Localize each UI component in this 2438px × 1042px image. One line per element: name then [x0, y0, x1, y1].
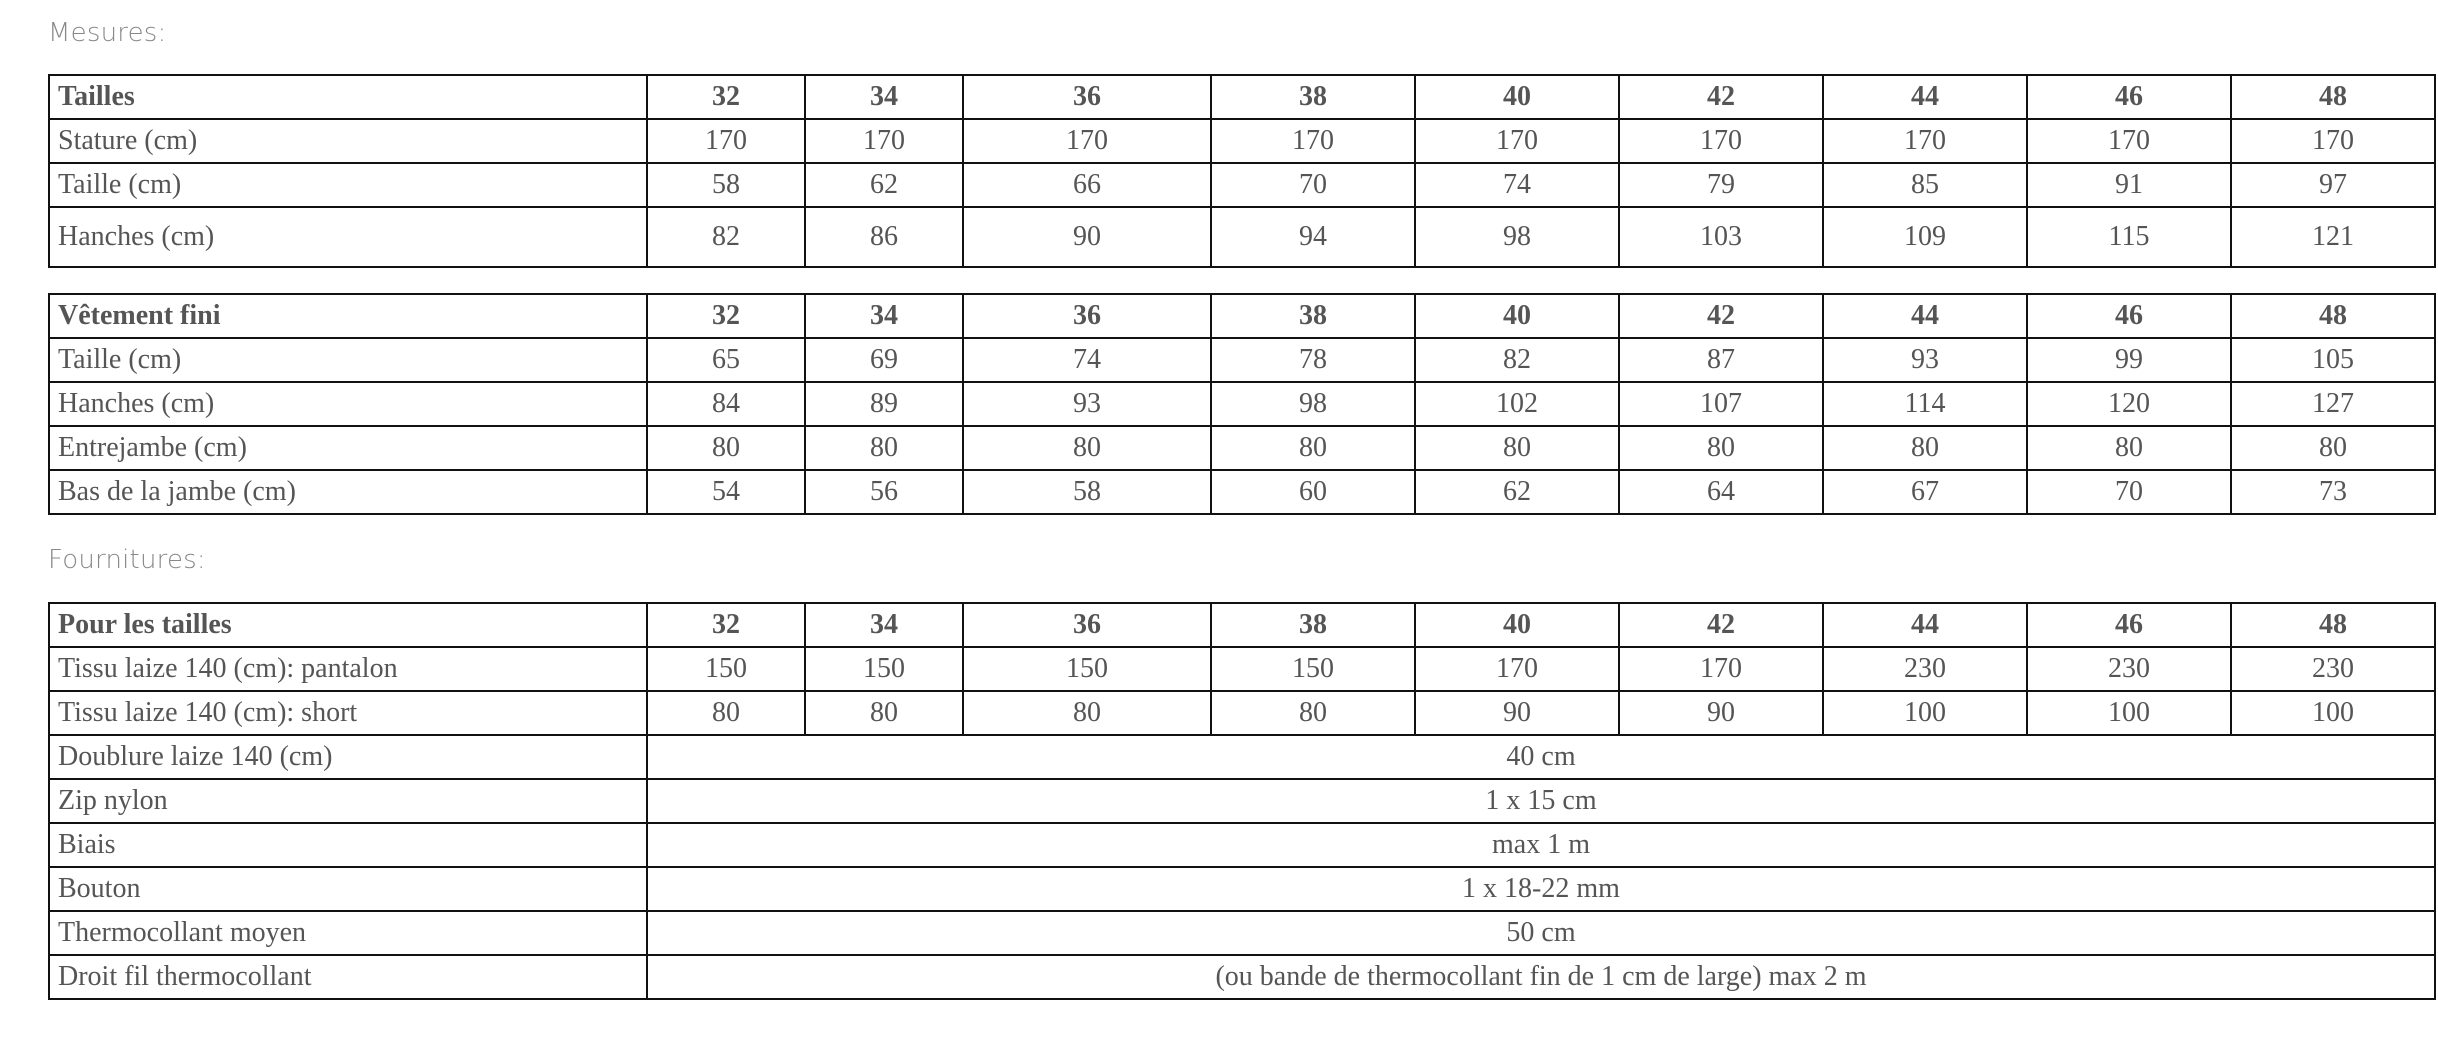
row-label-cell: Taille (cm)	[49, 163, 647, 207]
table-row	[49, 691, 2435, 735]
value-cell: 99	[2027, 338, 2231, 382]
value-cell: 86	[805, 207, 963, 267]
row-label-cell: Biais	[49, 823, 647, 867]
value-cell: 150	[963, 647, 1211, 691]
row-label-cell: Droit fil thermocollant	[49, 955, 647, 999]
size-header-cell: 38	[1211, 75, 1415, 119]
size-header-cell: 42	[1619, 75, 1823, 119]
value-cell: 80	[2027, 426, 2231, 470]
value-cell: 114	[1823, 382, 2027, 426]
size-header-cell: 46	[2027, 75, 2231, 119]
section-label-mesures: Mesures:	[48, 18, 167, 48]
value-cell: 127	[2231, 382, 2435, 426]
value-cell: 170	[805, 119, 963, 163]
value-cell: 170	[2231, 119, 2435, 163]
value-cell: 69	[805, 338, 963, 382]
table-row-merged	[49, 735, 2435, 779]
table-row	[49, 382, 2435, 426]
table-vetement-fini	[48, 293, 2436, 515]
value-cell: 80	[1211, 426, 1415, 470]
value-cell: 170	[1823, 119, 2027, 163]
table-row-merged	[49, 823, 2435, 867]
size-header-cell: 44	[1823, 603, 2027, 647]
table-row-merged	[49, 955, 2435, 999]
value-cell: 93	[963, 382, 1211, 426]
row-label-cell: Hanches (cm)	[49, 382, 647, 426]
value-cell: 170	[1415, 647, 1619, 691]
value-cell: 73	[2231, 470, 2435, 514]
value-cell: 89	[805, 382, 963, 426]
value-cell: 78	[1211, 338, 1415, 382]
value-cell: 170	[2027, 119, 2231, 163]
size-header-cell: 46	[2027, 603, 2231, 647]
value-cell: 62	[1415, 470, 1619, 514]
value-cell: 230	[2231, 647, 2435, 691]
size-header-cell: 38	[1211, 603, 1415, 647]
size-header-cell: 36	[963, 294, 1211, 338]
table-row-merged	[49, 911, 2435, 955]
size-header-cell: 34	[805, 603, 963, 647]
size-header-cell: 34	[805, 75, 963, 119]
value-cell: 170	[1619, 119, 1823, 163]
size-header-cell: 44	[1823, 75, 2027, 119]
header-row	[49, 75, 2435, 119]
value-cell: 80	[647, 691, 805, 735]
value-cell: (ou bande de thermocollant fin de 1 cm de large) max 2 m	[647, 955, 2435, 999]
table-row	[49, 338, 2435, 382]
value-cell: 58	[647, 163, 805, 207]
row-label-cell: Bas de la jambe (cm)	[49, 470, 647, 514]
row-label-cell: Bouton	[49, 867, 647, 911]
value-cell: 90	[1415, 691, 1619, 735]
value-cell: 74	[963, 338, 1211, 382]
value-cell: 80	[1823, 426, 2027, 470]
value-cell: 70	[2027, 470, 2231, 514]
table-row	[49, 647, 2435, 691]
value-cell: 170	[1211, 119, 1415, 163]
value-cell: 80	[805, 691, 963, 735]
value-cell: 80	[2231, 426, 2435, 470]
size-header-cell: 32	[647, 75, 805, 119]
value-cell: 170	[647, 119, 805, 163]
value-cell: 109	[1823, 207, 2027, 267]
value-cell: 90	[963, 207, 1211, 267]
value-cell: 54	[647, 470, 805, 514]
value-cell: max 1 m	[647, 823, 2435, 867]
value-cell: 93	[1823, 338, 2027, 382]
size-header-cell: 48	[2231, 75, 2435, 119]
value-cell: 64	[1619, 470, 1823, 514]
section-label-fournitures: Fournitures:	[48, 545, 206, 575]
header-row	[49, 294, 2435, 338]
value-cell: 90	[1619, 691, 1823, 735]
value-cell: 67	[1823, 470, 2027, 514]
value-cell: 80	[1619, 426, 1823, 470]
value-cell: 91	[2027, 163, 2231, 207]
value-cell: 50 cm	[647, 911, 2435, 955]
size-header-cell: 44	[1823, 294, 2027, 338]
size-header-cell: 48	[2231, 294, 2435, 338]
value-cell: 170	[1415, 119, 1619, 163]
value-cell: 170	[1619, 647, 1823, 691]
value-cell: 82	[1415, 338, 1619, 382]
value-cell: 115	[2027, 207, 2231, 267]
header-row	[49, 603, 2435, 647]
row-label-cell: Tissu laize 140 (cm): short	[49, 691, 647, 735]
value-cell: 230	[1823, 647, 2027, 691]
value-cell: 40 cm	[647, 735, 2435, 779]
value-cell: 94	[1211, 207, 1415, 267]
value-cell: 102	[1415, 382, 1619, 426]
value-cell: 82	[647, 207, 805, 267]
table-row-merged	[49, 867, 2435, 911]
value-cell: 98	[1415, 207, 1619, 267]
size-header-cell: 38	[1211, 294, 1415, 338]
size-header-cell: 32	[647, 603, 805, 647]
table-row	[49, 470, 2435, 514]
size-header-cell: 36	[963, 75, 1211, 119]
value-cell: 100	[2231, 691, 2435, 735]
size-header-cell: 40	[1415, 603, 1619, 647]
value-cell: 60	[1211, 470, 1415, 514]
value-cell: 85	[1823, 163, 2027, 207]
value-cell: 100	[2027, 691, 2231, 735]
header-label-cell: Tailles	[49, 75, 647, 119]
value-cell: 150	[805, 647, 963, 691]
table-fournitures	[48, 602, 2436, 1000]
row-label-cell: Hanches (cm)	[49, 207, 647, 267]
value-cell: 107	[1619, 382, 1823, 426]
table-body	[49, 603, 2435, 999]
value-cell: 80	[1415, 426, 1619, 470]
value-cell: 58	[963, 470, 1211, 514]
value-cell: 84	[647, 382, 805, 426]
value-cell: 1 x 18-22 mm	[647, 867, 2435, 911]
header-label-cell: Vêtement fini	[49, 294, 647, 338]
value-cell: 80	[805, 426, 963, 470]
table-body	[49, 294, 2435, 514]
table-body	[49, 75, 2435, 267]
size-header-cell: 46	[2027, 294, 2231, 338]
row-label-cell: Stature (cm)	[49, 119, 647, 163]
value-cell: 80	[647, 426, 805, 470]
value-cell: 230	[2027, 647, 2231, 691]
table-row-merged	[49, 779, 2435, 823]
value-cell: 98	[1211, 382, 1415, 426]
row-label-cell: Zip nylon	[49, 779, 647, 823]
value-cell: 100	[1823, 691, 2027, 735]
value-cell: 65	[647, 338, 805, 382]
table-row	[49, 119, 2435, 163]
size-header-cell: 42	[1619, 603, 1823, 647]
value-cell: 103	[1619, 207, 1823, 267]
row-label-cell: Doublure laize 140 (cm)	[49, 735, 647, 779]
size-header-cell: 34	[805, 294, 963, 338]
table-mesures	[48, 74, 2436, 268]
value-cell: 120	[2027, 382, 2231, 426]
row-label-cell: Taille (cm)	[49, 338, 647, 382]
table-row	[49, 163, 2435, 207]
value-cell: 150	[1211, 647, 1415, 691]
size-header-cell: 32	[647, 294, 805, 338]
table-row	[49, 426, 2435, 470]
size-header-cell: 42	[1619, 294, 1823, 338]
value-cell: 56	[805, 470, 963, 514]
size-header-cell: 36	[963, 603, 1211, 647]
value-cell: 170	[963, 119, 1211, 163]
table-row	[49, 207, 2435, 267]
value-cell: 66	[963, 163, 1211, 207]
row-label-cell: Thermocollant moyen	[49, 911, 647, 955]
value-cell: 80	[963, 691, 1211, 735]
value-cell: 87	[1619, 338, 1823, 382]
size-header-cell: 40	[1415, 294, 1619, 338]
value-cell: 79	[1619, 163, 1823, 207]
value-cell: 105	[2231, 338, 2435, 382]
row-label-cell: Tissu laize 140 (cm): pantalon	[49, 647, 647, 691]
value-cell: 150	[647, 647, 805, 691]
value-cell: 62	[805, 163, 963, 207]
value-cell: 1 x 15 cm	[647, 779, 2435, 823]
value-cell: 121	[2231, 207, 2435, 267]
row-label-cell: Entrejambe (cm)	[49, 426, 647, 470]
size-header-cell: 48	[2231, 603, 2435, 647]
value-cell: 80	[963, 426, 1211, 470]
value-cell: 70	[1211, 163, 1415, 207]
header-label-cell: Pour les tailles	[49, 603, 647, 647]
value-cell: 80	[1211, 691, 1415, 735]
size-header-cell: 40	[1415, 75, 1619, 119]
value-cell: 97	[2231, 163, 2435, 207]
value-cell: 74	[1415, 163, 1619, 207]
